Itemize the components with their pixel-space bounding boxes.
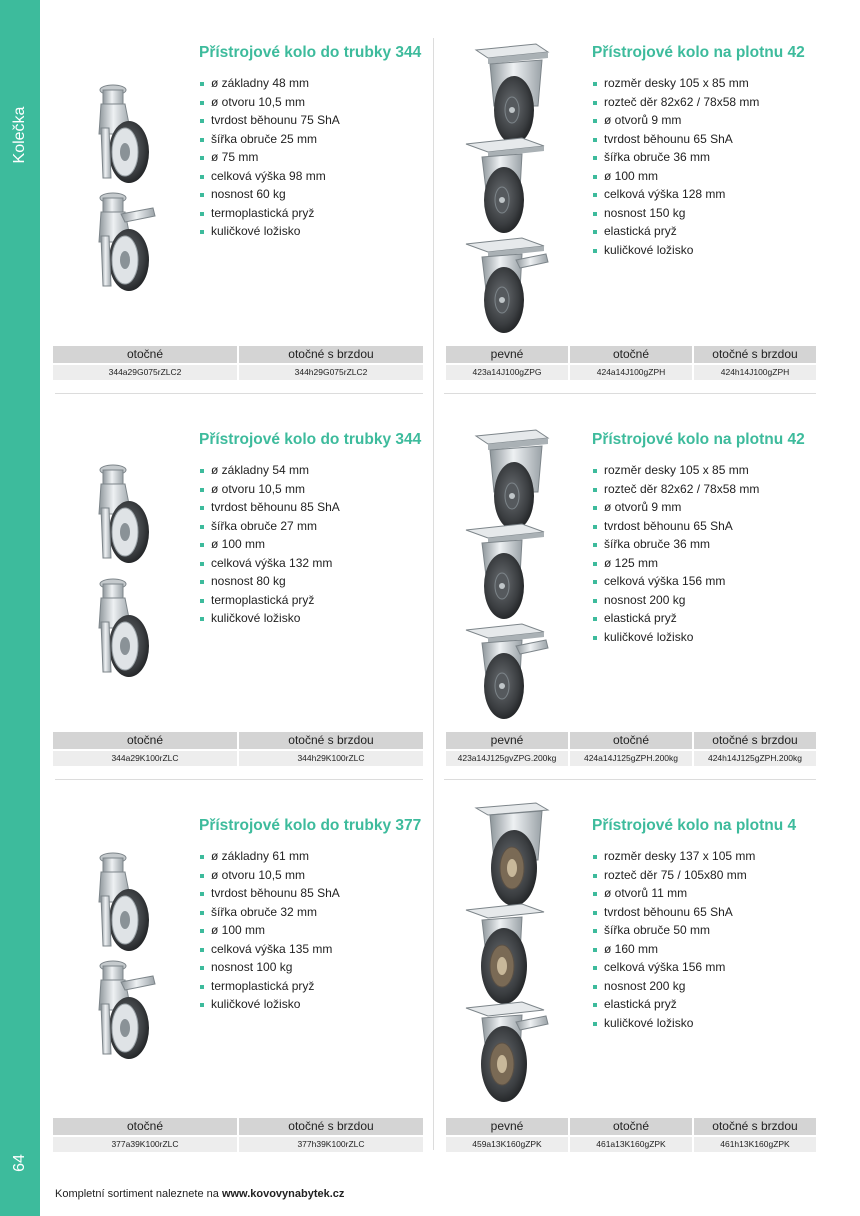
- spec-list: [199, 74, 340, 241]
- caster-swivel-image: [460, 130, 550, 240]
- variant-table: [444, 1118, 818, 1152]
- product-title: Přístrojové kolo na plotnu 4: [592, 817, 797, 834]
- spec-item: celková výška 132 mm: [199, 554, 340, 573]
- spec-list: [592, 847, 755, 1032]
- spec-item: celková výška 128 mm: [592, 185, 759, 204]
- variant-code: 424h14J125gZPH.200kg: [694, 749, 816, 766]
- spec-list: [199, 461, 340, 628]
- spec-item: ø 100 mm: [199, 535, 340, 554]
- spec-item: šířka obruče 36 mm: [592, 148, 759, 167]
- spec-list: [592, 461, 759, 646]
- column-divider: [433, 38, 434, 1150]
- spec-item: rozteč děr 75 / 105x80 mm: [592, 866, 755, 885]
- spec-item: celková výška 135 mm: [199, 940, 340, 959]
- spec-item: ø 100 mm: [592, 167, 759, 186]
- spec-item: celková výška 156 mm: [592, 572, 759, 591]
- spec-list: [199, 847, 340, 1014]
- caster-rigid-image: [466, 800, 556, 910]
- variant-code: 424a14J125gZPH.200kg: [570, 749, 692, 766]
- spec-item: rozteč děr 82x62 / 78x58 mm: [592, 480, 759, 499]
- spec-item: kuličkové ložisko: [199, 222, 340, 241]
- product-title: Přístrojové kolo do trubky 344: [199, 44, 422, 61]
- row-divider: [55, 393, 423, 394]
- spec-item: ø základny 48 mm: [199, 74, 340, 93]
- spec-item: tvrdost běhounu 85 ShA: [199, 884, 340, 903]
- product-title: Přístrojové kolo do trubky 377: [199, 817, 422, 834]
- product-title: Přístrojové kolo do trubky 344: [199, 431, 422, 448]
- spec-item: ø otvorů 11 mm: [592, 884, 755, 903]
- variant-code: 344h29G075rZLC2: [239, 363, 423, 380]
- spec-item: šířka obruče 27 mm: [199, 517, 340, 536]
- spec-list: [592, 74, 759, 259]
- spec-item: nosnost 80 kg: [199, 572, 340, 591]
- variant-label: otočné: [53, 732, 237, 749]
- caster-brake-image: [80, 190, 170, 300]
- spec-item: ø 75 mm: [199, 148, 340, 167]
- spec-item: ø otvorů 9 mm: [592, 498, 759, 517]
- spec-item: termoplastická pryž: [199, 204, 340, 223]
- variant-code: 459a13K160gZPK: [446, 1135, 568, 1152]
- variant-code: 461a13K160gZPK: [570, 1135, 692, 1152]
- caster-brake-image: [80, 958, 170, 1068]
- spec-item: ø základny 61 mm: [199, 847, 340, 866]
- spec-item: elastická pryž: [592, 609, 759, 628]
- caster-brake-image: [460, 616, 550, 726]
- variant-label: pevné: [446, 346, 568, 363]
- spec-item: rozteč děr 82x62 / 78x58 mm: [592, 93, 759, 112]
- spec-item: termoplastická pryž: [199, 591, 340, 610]
- spec-item: celková výška 156 mm: [592, 958, 755, 977]
- spec-item: ø 160 mm: [592, 940, 755, 959]
- row-divider: [444, 393, 816, 394]
- spec-item: ø otvorů 9 mm: [592, 111, 759, 130]
- variant-code: 344a29G075rZLC2: [53, 363, 237, 380]
- footer-link[interactable]: www.kovovynabytek.cz: [221, 1188, 345, 1200]
- spec-item: kuličkové ložisko: [199, 609, 340, 628]
- variant-label: otočné: [570, 1118, 692, 1135]
- spec-item: elastická pryž: [592, 995, 755, 1014]
- variant-label: otočné s brzdou: [239, 346, 423, 363]
- caster-swivel-image: [460, 898, 550, 1008]
- spec-item: kuličkové ložisko: [199, 995, 340, 1014]
- variant-label: pevné: [446, 1118, 568, 1135]
- variant-code: 461h13K160gZPK: [694, 1135, 816, 1152]
- variant-label: otočné: [570, 732, 692, 749]
- caster-brake-image: [460, 230, 550, 340]
- spec-item: ø otvoru 10,5 mm: [199, 93, 340, 112]
- variant-label: otočné: [53, 1118, 237, 1135]
- spec-item: rozměr desky 137 x 105 mm: [592, 847, 755, 866]
- variant-table: [51, 346, 425, 380]
- variant-label: otočné: [570, 346, 692, 363]
- spec-item: tvrdost běhounu 65 ShA: [592, 517, 759, 536]
- variant-label: otočné: [53, 346, 237, 363]
- variant-code: 344h29K100rZLC: [239, 749, 423, 766]
- footer-text: Kompletní sortiment naleznete na: [55, 1188, 222, 1200]
- spec-item: ø základny 54 mm: [199, 461, 340, 480]
- spec-item: rozměr desky 105 x 85 mm: [592, 74, 759, 93]
- variant-table: [444, 346, 818, 380]
- spec-item: nosnost 150 kg: [592, 204, 759, 223]
- variant-label: pevné: [446, 732, 568, 749]
- spec-item: šířka obruče 32 mm: [199, 903, 340, 922]
- spec-item: tvrdost běhounu 85 ShA: [199, 498, 340, 517]
- caster-swivel-image: [460, 516, 550, 626]
- page-number: 64: [11, 1154, 28, 1172]
- spec-item: nosnost 100 kg: [199, 958, 340, 977]
- spec-item: rozměr desky 105 x 85 mm: [592, 461, 759, 480]
- variant-code: 377h39K100rZLC: [239, 1135, 423, 1152]
- spec-item: termoplastická pryž: [199, 977, 340, 996]
- spec-item: nosnost 200 kg: [592, 977, 755, 996]
- variant-code: 377a39K100rZLC: [53, 1135, 237, 1152]
- variant-code: 344a29K100rZLC: [53, 749, 237, 766]
- footer: [55, 1188, 344, 1200]
- spec-item: tvrdost běhounu 75 ShA: [199, 111, 340, 130]
- caster-swivel-image: [80, 82, 170, 192]
- caster-brake-image: [460, 996, 550, 1106]
- spec-item: šířka obruče 50 mm: [592, 921, 755, 940]
- variant-label: otočné s brzdou: [239, 1118, 423, 1135]
- section-title: Kolečka: [11, 106, 28, 164]
- variant-label: otočné s brzdou: [694, 732, 816, 749]
- variant-code: 423a14J125gvZPG.200kg: [446, 749, 568, 766]
- spec-item: celková výška 98 mm: [199, 167, 340, 186]
- spec-item: nosnost 60 kg: [199, 185, 340, 204]
- variant-label: otočné s brzdou: [694, 1118, 816, 1135]
- spec-item: ø otvoru 10,5 mm: [199, 480, 340, 499]
- spec-item: nosnost 200 kg: [592, 591, 759, 610]
- row-divider: [55, 779, 423, 780]
- spec-item: ø otvoru 10,5 mm: [199, 866, 340, 885]
- caster-swivel-image: [80, 850, 170, 960]
- variant-table: [51, 1118, 425, 1152]
- spec-item: kuličkové ložisko: [592, 628, 759, 647]
- row-divider: [444, 779, 816, 780]
- variant-code: 424a14J100gZPH: [570, 363, 692, 380]
- spec-item: ø 125 mm: [592, 554, 759, 573]
- spec-item: ø 100 mm: [199, 921, 340, 940]
- spec-item: elastická pryž: [592, 222, 759, 241]
- spec-item: tvrdost běhounu 65 ShA: [592, 130, 759, 149]
- variant-code: 424h14J100gZPH: [694, 363, 816, 380]
- sidebar: [0, 0, 40, 1216]
- spec-item: kuličkové ložisko: [592, 1014, 755, 1033]
- caster-swivel-image: [80, 576, 170, 686]
- variant-code: 423a14J100gZPG: [446, 363, 568, 380]
- spec-item: tvrdost běhounu 65 ShA: [592, 903, 755, 922]
- variant-label: otočné s brzdou: [694, 346, 816, 363]
- product-title: Přístrojové kolo na plotnu 42: [592, 431, 805, 448]
- variant-table: [444, 732, 818, 766]
- product-title: Přístrojové kolo na plotnu 42: [592, 44, 805, 61]
- spec-item: šířka obruče 36 mm: [592, 535, 759, 554]
- spec-item: kuličkové ložisko: [592, 241, 759, 260]
- variant-label: otočné s brzdou: [239, 732, 423, 749]
- spec-item: šířka obruče 25 mm: [199, 130, 340, 149]
- caster-swivel-image: [80, 462, 170, 572]
- variant-table: [51, 732, 425, 766]
